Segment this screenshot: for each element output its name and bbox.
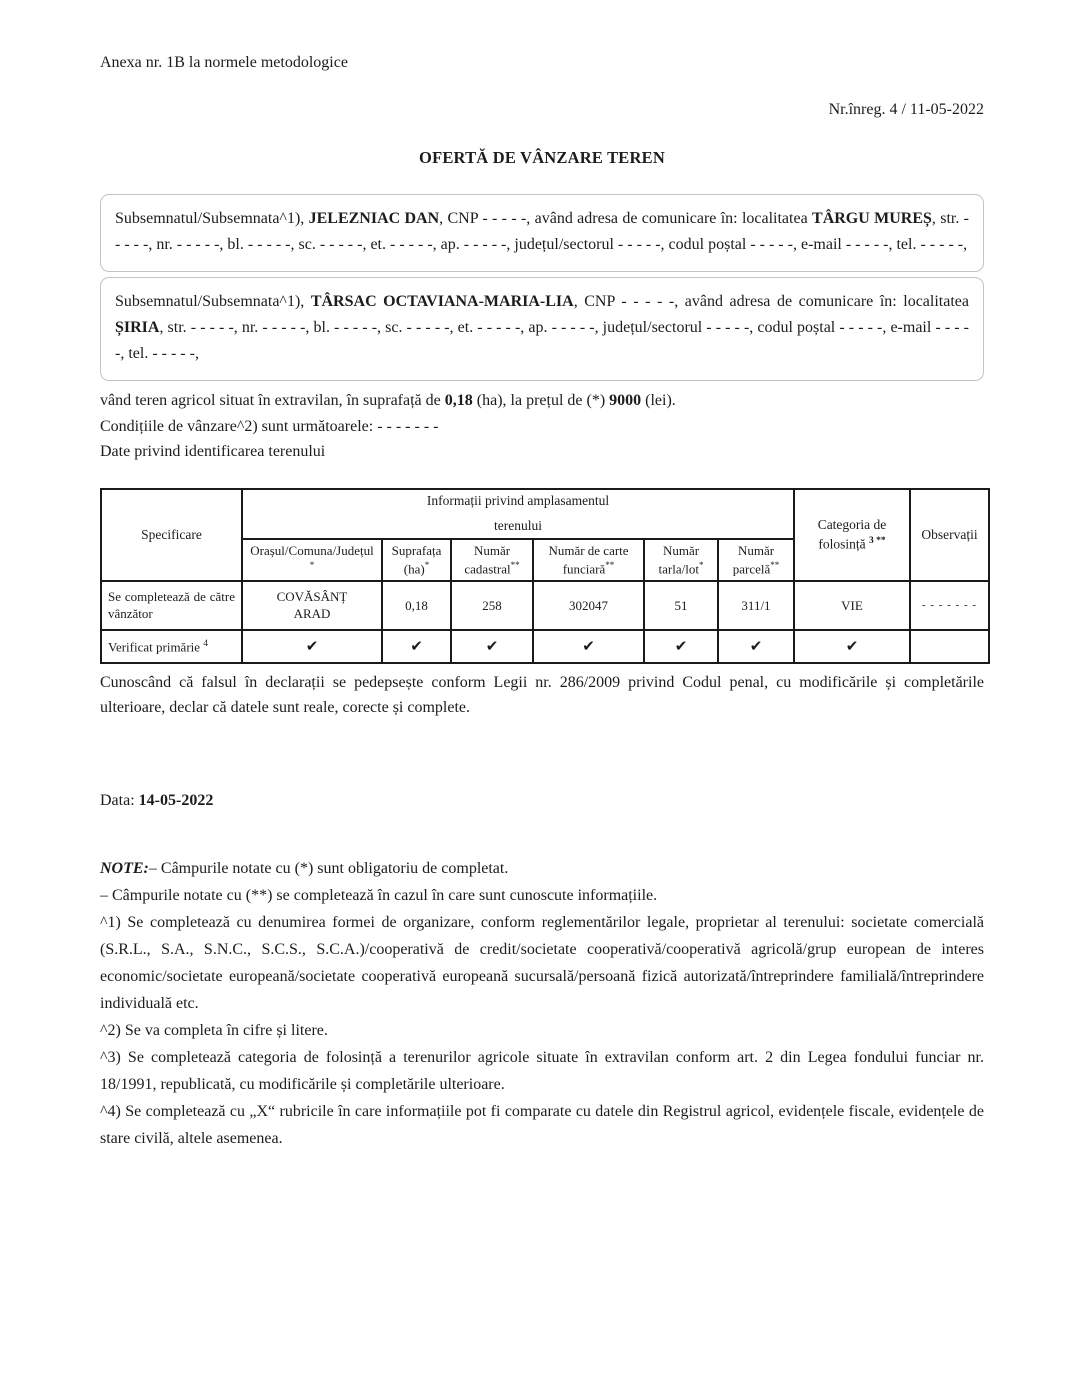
check-parcel: ✔ <box>718 630 794 663</box>
seller-1-details: , str. - - - - -, nr. - - - - -, bl. - - - - -, sc. - - - - -, et. - - - - -, ap. - - - - -, județul/sectorul - - - - -, codul poștal - - - - -, e-mail - - - - -, tel. - - - - -, <box>115 210 970 253</box>
subheader-4-line1: Număr <box>662 542 700 558</box>
cell-locality-line2: ARAD <box>293 606 331 621</box>
sale-text-3: (lei). <box>641 392 676 409</box>
seller-2-name: TÂRSAC OCTAVIANA-MARIA-LIA <box>310 293 574 310</box>
seller-data-row <box>101 581 989 630</box>
seller-2-intro: Subsemnatul/Subsemnata^1), <box>115 293 311 310</box>
note-optional-fields: – Câmpurile notate cu (**) se completează în cazul în care sunt cunoscute informațiile. <box>100 886 658 904</box>
subheader-4-line2 <box>651 558 711 576</box>
verified-row-label <box>101 630 242 663</box>
header-tarla-lot <box>644 539 718 581</box>
header-categoria-superscript: 3 ** <box>869 536 886 547</box>
seller-1-after-name: , CNP - - - - -, având adresa de comunicare în: localitatea <box>439 210 813 227</box>
date-label: Data: <box>100 791 139 809</box>
subheader-2-line2-text: cadastral <box>464 561 511 577</box>
header-amplasament-line1: Informații privind amplasamentul <box>426 493 610 508</box>
area-value: 0,18 <box>444 392 473 409</box>
footnote-1: ^1) Se completează cu denumirea formei de organizare, conform reglementărilor legale, proprietar al terenului: societate comercială (S.R.L., S.A., S.N.C., S.C.S., S.C.A.)/cooperativă de credit/societate cooperativă/cooperativă agricolă/grup european de interes economic/societate europeană/societate cooperativă europeană sucursală/persoană fizică autorizată/întreprindere familială/întreprindere individuală etc. <box>100 913 984 1012</box>
subheader-3-superscript: ** <box>605 559 615 570</box>
notes-section <box>100 855 984 1152</box>
land-id-heading: Date privind identificarea terenului <box>100 443 326 460</box>
cell-land-book: 302047 <box>533 581 644 630</box>
header-oras-comuna-judet <box>242 539 382 581</box>
subheader-3-line2 <box>540 558 637 576</box>
document-title: OFERTĂ DE VÂNZARE TEREN <box>419 148 665 167</box>
header-specificare: Specificare <box>101 489 242 581</box>
seller-1-intro: Subsemnatul/Subsemnata^1), <box>115 210 309 227</box>
subheader-2-line2 <box>458 558 526 576</box>
seller-1-name: JELEZNIAC DAN <box>308 210 440 227</box>
check-surface: ✔ <box>382 630 451 663</box>
header-amplasament <box>242 489 794 539</box>
subheader-3-line2-text: funciară <box>562 561 606 577</box>
seller-1-locality: TÂRGU MUREȘ <box>812 210 932 227</box>
price-value: 9000 <box>609 392 642 409</box>
sale-statement-line <box>100 388 984 414</box>
legal-statement: Cunoscând că falsul în declarații se pedepsește conform Legii nr. 286/2009 privind Codul penal, cu modificările și completările ulterioare, declar că datele sunt reale, corecte și complete. <box>100 673 984 716</box>
header-carte-funciara <box>533 539 644 581</box>
note-required-fields <box>100 855 984 882</box>
seller-row-label: Se completează de către vânzător <box>101 581 242 630</box>
note-bullet-1: – Câmpurile notate cu (*) sunt obligatoriu de completat. <box>148 859 509 877</box>
cell-observations: - - - - - - - <box>910 581 989 630</box>
footnote-3: ^3) Se completează categoria de folosință a terenurilor agricole situate în extravilan conform art. 2 din Legea fondului funciar nr. 18/1991, republicată, cu modificările și completările ulterioare. <box>100 1048 984 1093</box>
subheader-1-line2-text: (ha) <box>403 561 425 577</box>
header-categoria-line2 <box>801 533 903 553</box>
header-numar-cadastral <box>451 539 533 581</box>
cell-cadastral: 258 <box>451 581 533 630</box>
date-line <box>100 792 984 810</box>
land-identification-table <box>100 488 990 664</box>
registration-number: Nr.înreg. 4 / 11-05-2022 <box>828 101 984 118</box>
subheader-3-line1: Număr de carte <box>548 542 629 558</box>
subheader-5-line1: Număr <box>737 542 775 558</box>
subheader-1-superscript: * <box>424 559 430 570</box>
check-usage: ✔ <box>794 630 910 663</box>
header-parcela <box>718 539 794 581</box>
check-locality: ✔ <box>242 630 382 663</box>
subheader-5-line2 <box>725 558 787 576</box>
subheader-1-line1: Suprafața <box>391 542 442 558</box>
seller-box-1 <box>100 194 984 272</box>
verified-row <box>101 630 989 663</box>
subheader-0-line1: Orașul/Comuna/Județul <box>250 542 374 558</box>
verified-label-superscript: 4 <box>203 639 209 650</box>
header-categoria-folosinta <box>794 489 910 581</box>
date-value: 14-05-2022 <box>138 791 214 809</box>
check-cadastral: ✔ <box>451 630 533 663</box>
cell-usage-category: VIE <box>794 581 910 630</box>
cell-locality-line1: COVĂSÂNȚ <box>276 589 348 604</box>
footnote-2: ^2) Se va completa în cifre și litere. <box>100 1021 328 1039</box>
seller-2-locality: ȘIRIA <box>115 319 160 336</box>
header-categoria-line2-text: folosință <box>818 536 869 552</box>
sale-statement <box>100 388 984 465</box>
subheader-1-line2 <box>389 558 444 576</box>
header-observatii: Observații <box>910 489 989 581</box>
subheader-2-superscript: ** <box>510 559 520 570</box>
footnote-4: ^4) Se completează cu „X“ rubricile în care informațiile pot fi comparate cu datele din Registrul agricol, evidențele fiscale, evidențele de stare civilă, altele asemenea. <box>100 1102 984 1147</box>
check-tarla: ✔ <box>644 630 718 663</box>
header-suprafata <box>382 539 451 581</box>
subheader-5-superscript: ** <box>770 559 780 570</box>
seller-box-2 <box>100 277 984 381</box>
header-categoria-line1: Categoria de <box>817 517 887 533</box>
check-observations-empty <box>910 630 989 663</box>
seller-2-details: , str. - - - - -, nr. - - - - -, bl. - - - - -, sc. - - - - -, et. - - - - -, ap. - - - - -, județul/sectorul - - - - -, codul poștal - - - - -, e-mail - - - - -, tel. - - - - -, <box>115 319 969 362</box>
subheader-5-line2-text: parcelă <box>732 561 771 577</box>
verified-label-text: Verificat primărie <box>108 639 204 655</box>
sale-text-1: vând teren agricol situat în extravilan, în suprafață de <box>100 392 445 409</box>
subheader-0-line2 <box>249 558 375 576</box>
sale-text-2: (ha), la prețul de (*) <box>472 392 610 409</box>
check-land-book: ✔ <box>533 630 644 663</box>
notes-title: NOTE: <box>100 859 149 877</box>
cell-parcel: 311/1 <box>718 581 794 630</box>
cell-locality <box>242 581 382 630</box>
cell-surface: 0,18 <box>382 581 451 630</box>
sale-conditions-line: Condițiile de vânzare^2) sunt următoarele: - - - - - - - <box>100 417 439 435</box>
header-amplasament-line2: terenului <box>494 518 542 533</box>
seller-2-after-name: , CNP - - - - -, având adresa de comunicare în: localitatea <box>573 293 969 310</box>
annex-note: Anexa nr. 1B la normele metodologice <box>100 54 348 71</box>
subheader-0-superscript: * <box>309 559 315 570</box>
subheader-2-line1: Număr <box>473 542 511 558</box>
subheader-4-superscript: * <box>698 559 704 570</box>
cell-tarla: 51 <box>644 581 718 630</box>
subheader-4-line2-text: tarla/lot <box>658 561 699 577</box>
